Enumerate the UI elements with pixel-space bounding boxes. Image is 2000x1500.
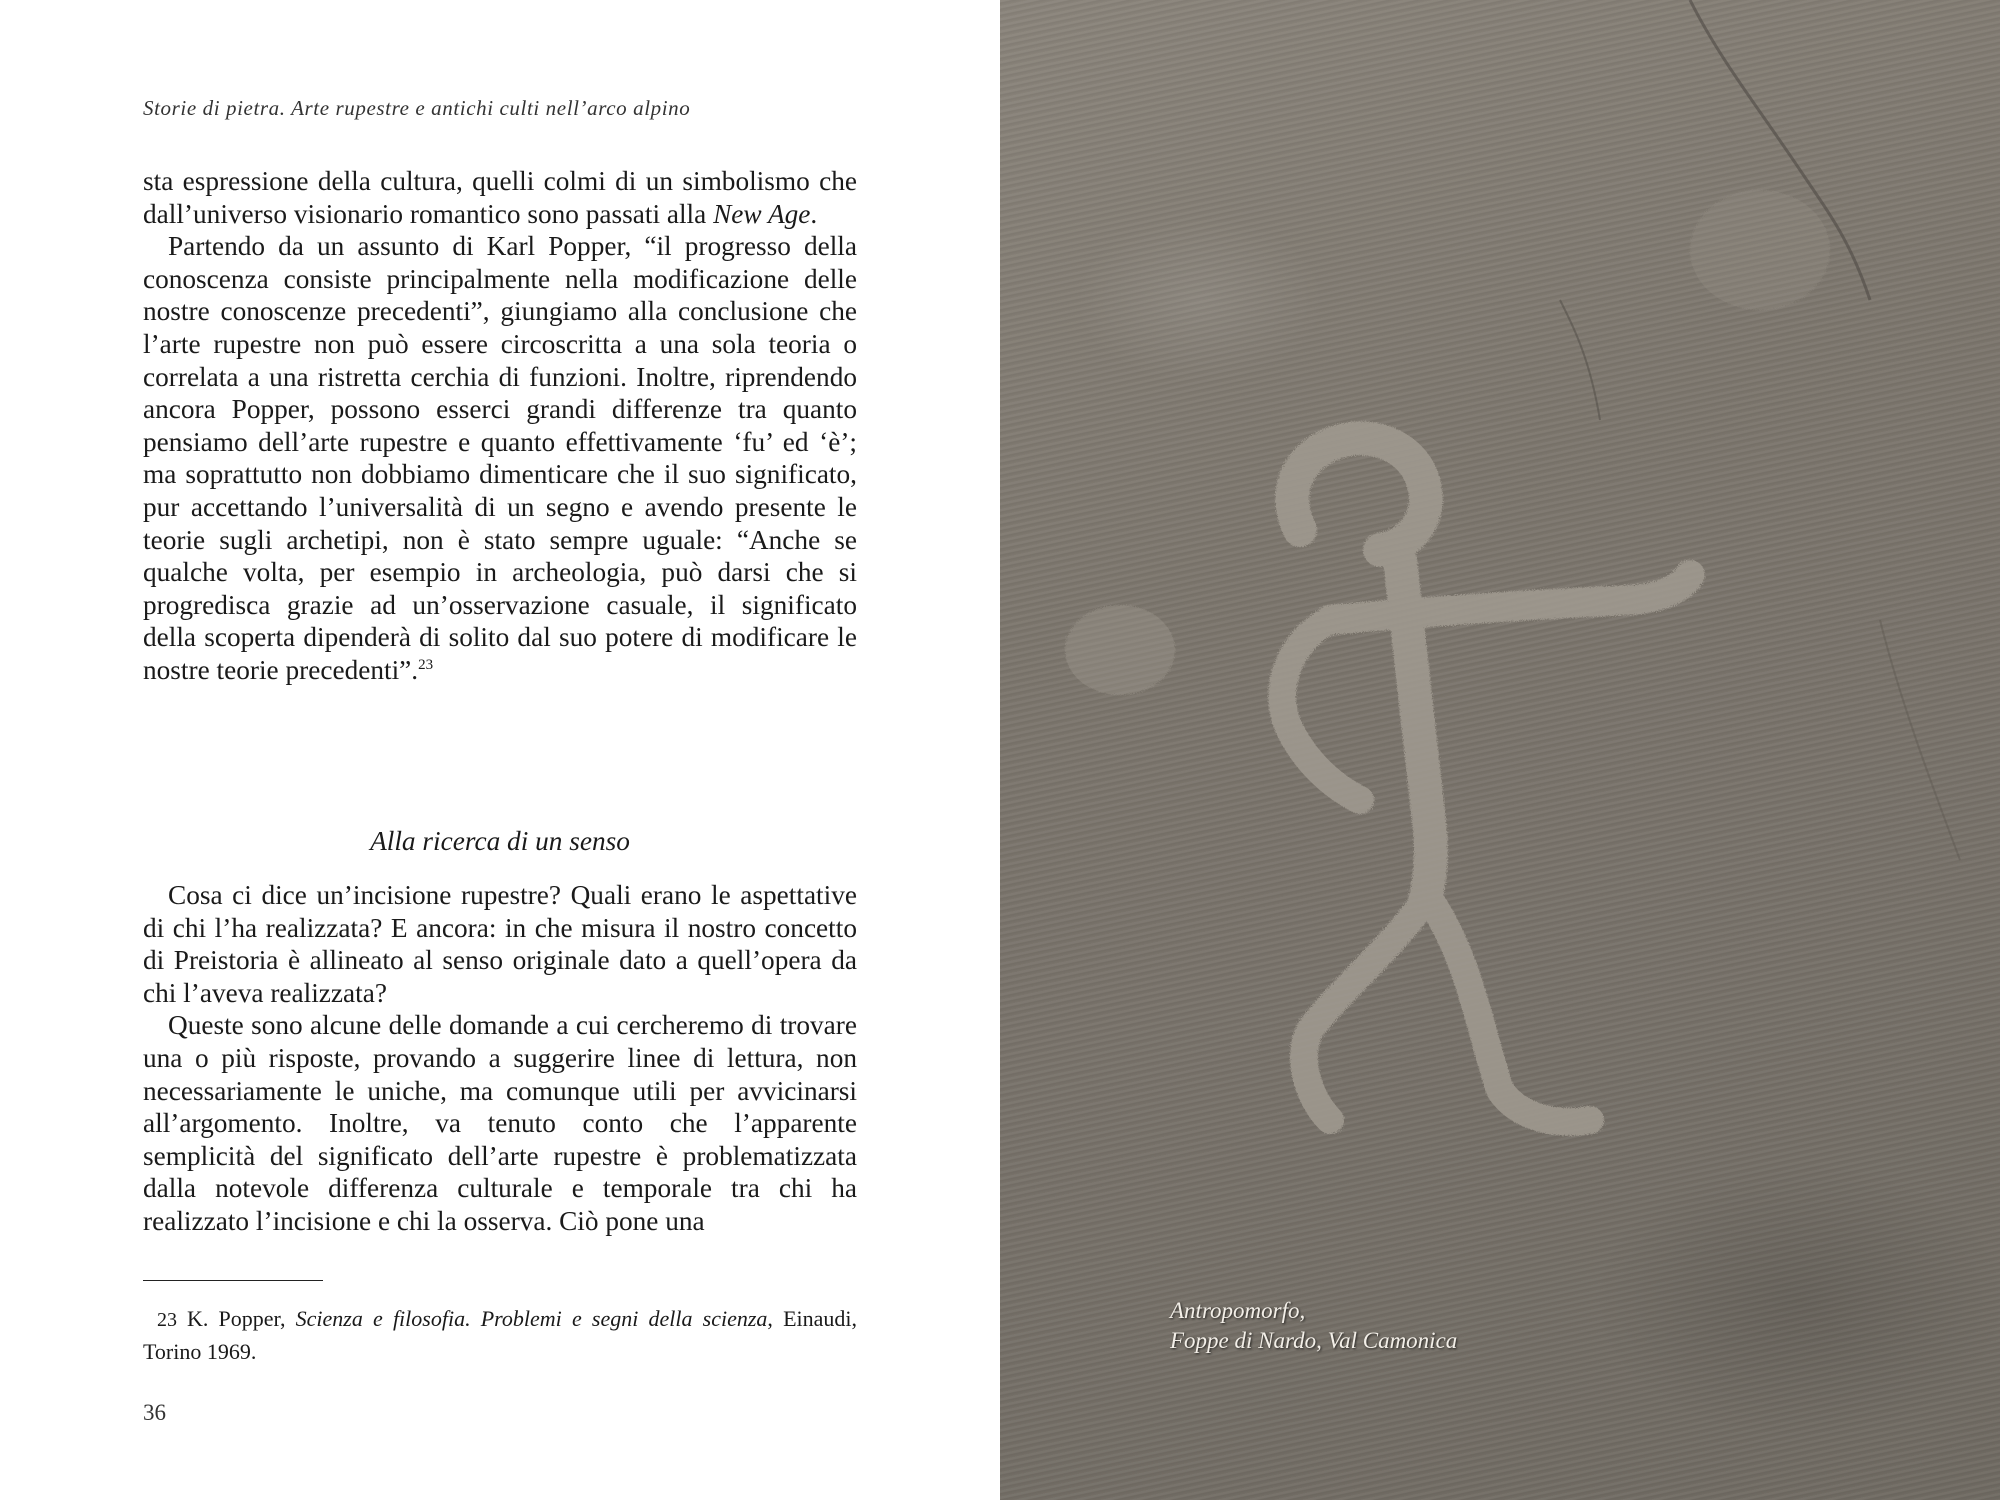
footnote-title: Scienza e filosofia. Problemi e segni della scienza (295, 1306, 768, 1331)
rock-art-photo (1000, 0, 2000, 1500)
text-run: tative di chi l’ha realizzata? E ancora: in che misura il nostro concetto di Preistoria è allineato al senso originale dato a quell’opera da chi l’aveva realizzata? (143, 880, 857, 1008)
text-run: Cosa ci dice un’incisione rupestre? Quali erano le aspet (168, 880, 797, 910)
footnote-author: K. Popper, (187, 1306, 296, 1331)
text-run: Partendo da un assunto di Karl Popper, “il progresso del (168, 231, 838, 262)
rock-lichen-patch (1065, 605, 1175, 695)
text-run: tura, non necessariamente le uniche, ma comunque utili per avvicinarsi all’argomento. Inoltre, va tenuto conto che l’ap (143, 1042, 857, 1139)
paragraph (143, 1009, 857, 1237)
caption-line: Antropomorfo, (1170, 1298, 1306, 1323)
text-run: menticare che il suo significato, pur accettando l’universa (143, 459, 857, 522)
footnote-number: 23 (157, 1309, 177, 1331)
text-run: Queste sono alcune delle domande a cui cercheremo di trovare una o più risposte, provando a suggerire linee di let (143, 1010, 857, 1073)
body-text-bottom (143, 879, 857, 1238)
text-run: sta espressione della cultura, quelli colmi di un simbolismo che dall’universo visionario romantico sono passati alla (143, 166, 857, 229)
rock-crack (1880, 620, 1960, 860)
text-run: matizzata dalla notevole differenza culturale e temporale tra chi ha realizzato l’incisione e chi la osserva. Ciò pone una (143, 1140, 857, 1236)
italic-text: New Age (713, 198, 811, 229)
text-run: penderà di solito dal suo potere di modificare le nostre teorie precedenti”. (143, 622, 857, 685)
photo-caption (1170, 1296, 1457, 1356)
running-header: Storie di pietra. Arte rupestre e antichi culti nell’arco alpino (143, 96, 691, 120)
text-run: clusione che l’arte rupestre non può essere circoscritta a una sola teoria o correlata a una ristretta cerchia di funzioni. Inoltre, riprendendo ancora Popper, possono esserci grandi differenze tra quanto pensiamo dell’arte rupestre e quanto effettivamente ‘fu’ ed ‘è’; ma soprattutto non dobbiamo di (143, 296, 857, 490)
rock-surface-illustration (1000, 0, 2000, 1500)
rock-crack (1560, 300, 1600, 420)
body-text-top (143, 165, 857, 687)
paragraph (143, 879, 857, 1009)
page-number: 36 (143, 1400, 166, 1425)
footnote (143, 1303, 857, 1368)
footnote-reference: 23 (418, 656, 434, 673)
paragraph (143, 165, 857, 230)
caption-line: Foppe di Nardo, Val Camonica (1170, 1328, 1458, 1353)
paragraph (143, 230, 857, 686)
anthropomorph-engraving (1282, 438, 1690, 1121)
footnote-divider (143, 1280, 323, 1281)
footnote-publisher: , Einaudi, Torino 1969. (143, 1306, 857, 1364)
text-run: . (810, 198, 818, 229)
section-heading: Alla ricerca di un senso (370, 826, 630, 856)
text-run: la conoscenza consiste principalmente nella modificazione delle nostre conoscenze precedenti”, giungiamo alla con (143, 231, 857, 327)
rock-lichen-patch (1690, 190, 1830, 310)
text-run: parente semplicità del significato dell’arte rupestre è proble (143, 1108, 857, 1171)
text-run: lità di un segno e avendo presente le teorie sugli archetipi, non è stato sempre uguale: “Anche se qualche volta, per esempio in archeologia, può darsi che si progredisca grazie ad un’osservazione casuale, il significato della scoperta di (143, 491, 857, 653)
